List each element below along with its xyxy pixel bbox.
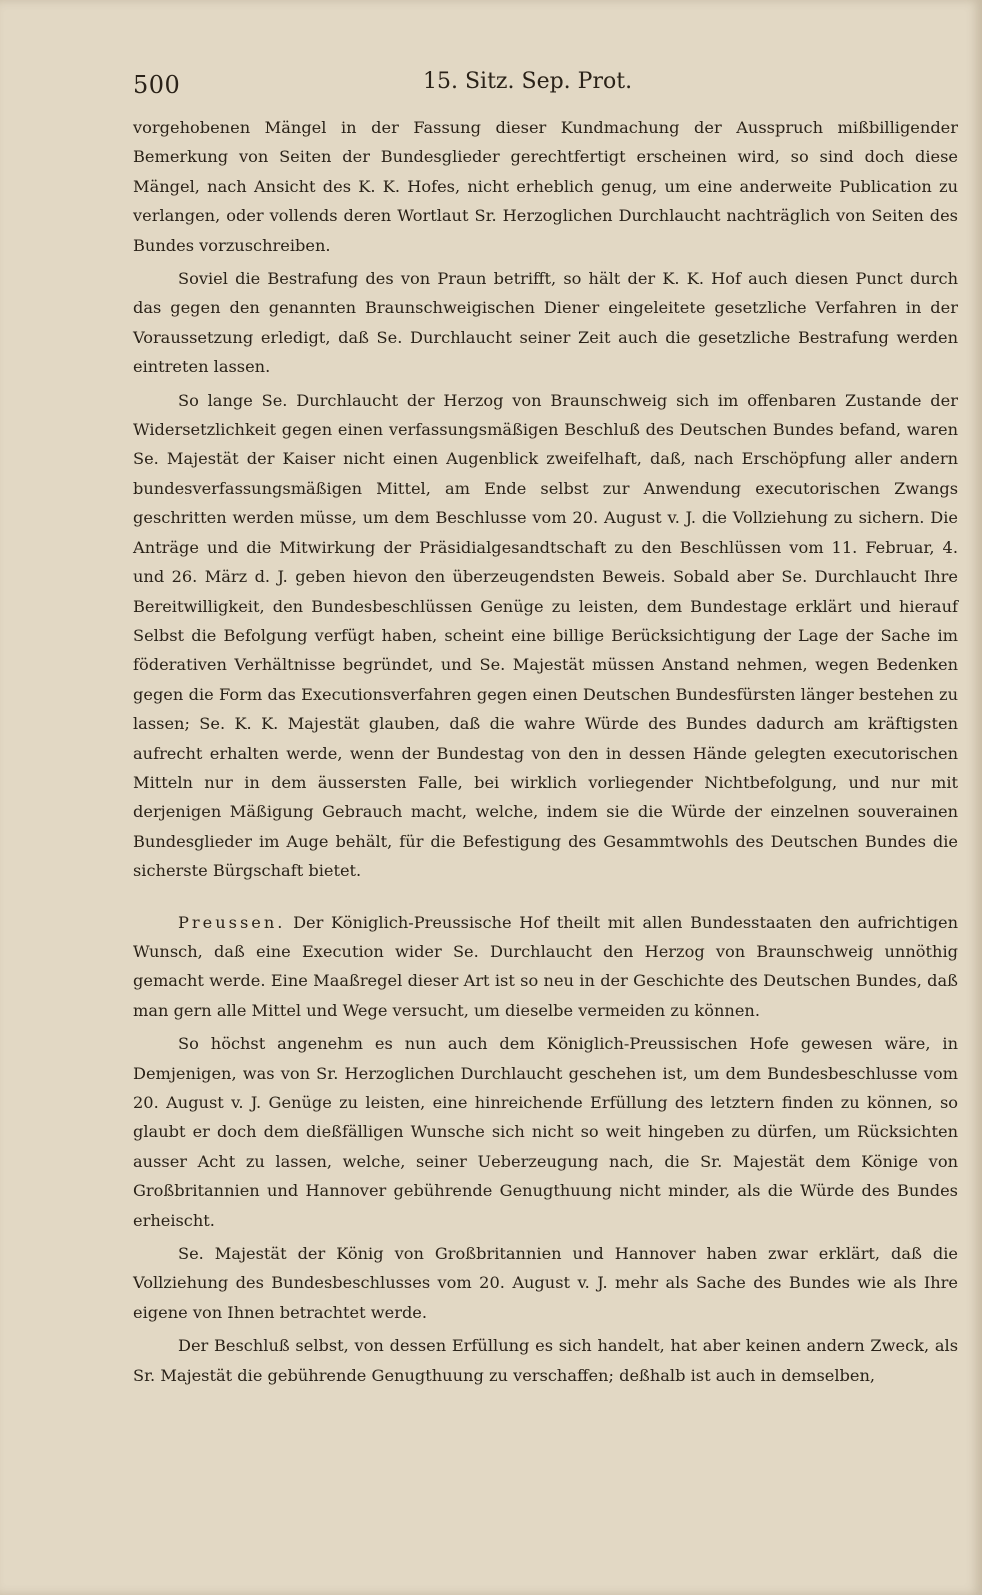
page-number: 500: [133, 71, 181, 99]
page-header: [133, 63, 958, 103]
running-head: 15. Sitz. Sep. Prot.: [423, 69, 633, 94]
paragraph: [133, 386, 958, 886]
paragraph: [133, 1331, 958, 1390]
document-body: [133, 113, 958, 1394]
paragraph-text: vorgehobenen Mängel in der Fassung dieser Kundmachung der Ausspruch mißbilligender Bemerkung von Seiten der Bundesglieder gerechtfertigt erscheinen wird, so sind doch diese Mängel, nach Ansicht des K. K. Hofes, nicht erheblich genug, um eine anderweite Publication zu verlangen, oder vollends deren Wortlaut Sr. Herzoglichen Durchlaucht nachträglich von Seiten des Bundes vorzuschreiben.: [133, 118, 958, 255]
paragraph-text: Soviel die Bestrafung des von Praun betrifft, so hält der K. K. Hof auch diesen Punct durch das gegen den genannten Braunschweigischen Diener eingeleitete gesetzliche Verfahren in der Voraussetzung erledigt, daß Se. Durchlaucht seiner Zeit auch die gesetzliche Bestrafung werden eintreten lassen.: [133, 269, 958, 377]
paragraph: [133, 264, 958, 382]
paragraph-text: So lange Se. Durchlaucht der Herzog von Braunschweig sich im offenbaren Zustande der Widersetzlichkeit gegen einen verfassungsmäßigen Beschluß des Deutschen Bundes befand, waren Se. Majestät der Kaiser nicht einen Augenblick zweifelhaft, daß, nach Erschöpfung aller andern bundesverfassungsmäßigen Mittel, am Ende selbst zur Anwendung executorischen Zwangs geschritten werden müsse, um dem Beschlusse vom 20. August v. J. die Vollziehung zu sichern. Die Anträge und die Mitwirkung der Präsidialgesandtschaft zu den Beschlüssen vom 11. Februar, 4. und 26. März d. J. geben hievon den überzeugendsten Beweis. Sobald aber Se. Durchlaucht Ihre Bereitwilligkeit, den Bundesbeschlüssen Genüge zu leisten, dem Bundestage erklärt und hierauf Selbst die Befolgung verfügt haben, scheint eine billige Berücksichtigung der Lage der Sache im föderativen Verhältnisse begründet, und Se. Majestät müssen Anstand nehmen, wegen Bedenken gegen die Form das Executionsverfahren gegen einen Deutschen Bundesfürsten länger bestehen zu lassen; Se. K. K. Majestät glauben, daß die wahre Würde des Bundes dadurch am kräftigsten aufrecht erhalten werde, wenn der Bundestag von den in dessen Hände gelegten executorischen Mitteln nur in dem äussersten Falle, bei wirklich vorliegender Nichtbefolgung, und nur mit derjenigen Mäßigung Gebrauch macht, welche, indem sie die Würde der einzelnen souverainen Bundesglieder im Auge behält, für die Befestigung des Gesammtwohls des Deutschen Bundes die sicherste Bürgschaft bietet.: [133, 390, 958, 881]
paragraph-text: Der Beschluß selbst, von dessen Erfüllung es sich handelt, hat aber keinen andern Zweck, als Sr. Majestät die gebührende Genugthuung zu verschaffen; deßhalb ist auch in demselben,: [133, 1336, 958, 1385]
paragraph: [133, 1029, 958, 1235]
paragraph: [133, 1239, 958, 1327]
paragraph-text: Der Königlich-Preussische Hof theilt mit allen Bundesstaaten den aufrichtigen Wunsch, daß eine Execution wider Se. Durchlaucht den Herzog von Braunschweig unnöthig gemacht werde. Eine Maaßregel dieser Art ist so neu in der Geschichte des Deutschen Bundes, daß man gern alle Mittel und Wege versucht, um dieselbe vermeiden zu können.: [133, 912, 958, 1020]
paragraph: [133, 908, 958, 1026]
paragraph: [133, 113, 958, 260]
paragraph-text: So höchst angenehm es nun auch dem Königlich-Preussischen Hofe gewesen wäre, in Demjenigen, was von Sr. Herzoglichen Durchlaucht geschehen ist, um dem Bundesbeschlusse vom 20. August v. J. Genüge zu leisten, eine hinreichende Erfüllung des letztern finden zu können, so glaubt er doch dem dießfälligen Wunsche sich nicht so weit hingeben zu dürfen, um Rücksichten ausser Acht zu lassen, welche, seiner Ueberzeugung nach, die Sr. Majestät dem Könige von Großbritannien und Hannover gebührende Genugthuung nicht minder, als die Würde des Bundes erheischt.: [133, 1034, 958, 1230]
section-heading: Preussen.: [178, 912, 286, 932]
paragraph-text: Se. Majestät der König von Großbritannien und Hannover haben zwar erklärt, daß die Vollziehung des Bundesbeschlusses vom 20. August v. J. mehr als Sache des Bundes wie als Ihre eigene von Ihnen betrachtet werde.: [133, 1244, 958, 1322]
